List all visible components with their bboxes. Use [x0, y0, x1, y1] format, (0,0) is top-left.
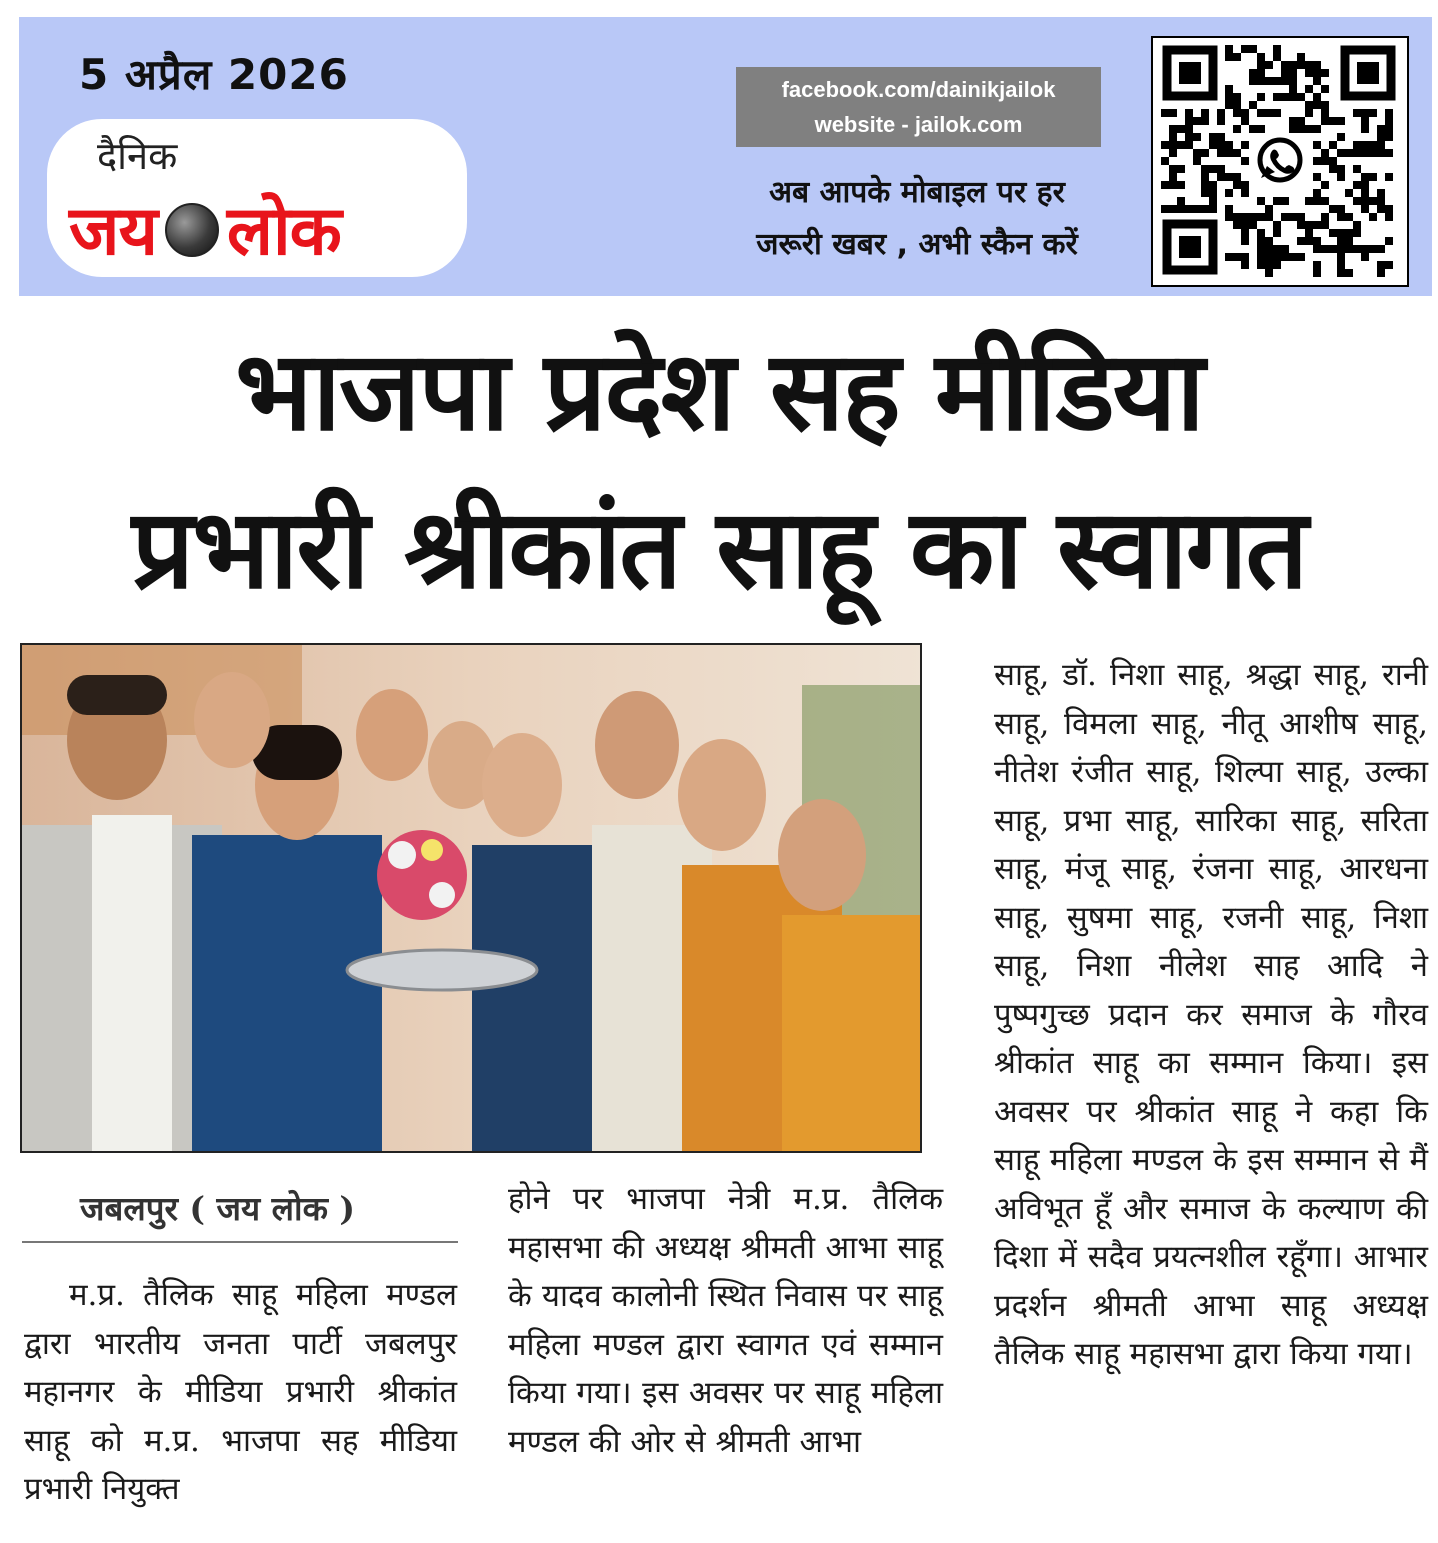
qr-module [1185, 133, 1193, 141]
qr-module [1369, 245, 1377, 253]
qr-module [1225, 85, 1233, 93]
qr-module [1233, 181, 1241, 189]
qr-module [1305, 101, 1313, 109]
qr-module [1289, 85, 1297, 93]
qr-module [1217, 173, 1225, 181]
whatsapp-icon [1253, 133, 1307, 187]
qr-module [1209, 181, 1217, 189]
qr-module [1321, 117, 1329, 125]
qr-module [1321, 101, 1329, 109]
qr-module [1273, 45, 1281, 53]
qr-module [1321, 197, 1329, 205]
qr-module [1361, 253, 1369, 261]
qr-module [1353, 149, 1361, 157]
qr-module [1313, 269, 1321, 277]
qr-module [1289, 69, 1297, 77]
qr-module [1329, 245, 1337, 253]
qr-module [1297, 61, 1305, 69]
qr-module [1369, 197, 1377, 205]
qr-module [1241, 237, 1249, 245]
headline-line2: प्रभारी श्रीकांत साहू का स्वागत [131, 485, 1307, 613]
qr-module [1385, 109, 1393, 117]
qr-module [1257, 69, 1265, 77]
qr-module [1361, 109, 1369, 117]
qr-module [1289, 213, 1297, 221]
article-column-2: होने पर भाजपा नेत्री म.प्र. तैलिक महासभा की अध्यक्ष श्रीमती आभा साहू के यादव कालोनी स्थित निवास पर साहू महिला मण्डल द्वारा स्वागत एवं सम्मान किया गया। इस अवसर पर साहू महिला मण्डल की ओर से श्रीमती आभा [508, 1181, 943, 1460]
qr-module [1209, 165, 1217, 173]
qr-module [1185, 125, 1193, 133]
qr-module [1329, 141, 1337, 149]
logo-prefix: दैनिक [97, 134, 178, 178]
qr-module [1273, 77, 1281, 85]
qr-module [1233, 109, 1241, 117]
qr-module [1377, 133, 1385, 141]
qr-module [1225, 53, 1233, 61]
qr-module [1345, 245, 1353, 253]
qr-module [1273, 221, 1281, 229]
qr-module [1217, 117, 1225, 125]
qr-module [1161, 157, 1169, 165]
qr-module [1313, 245, 1321, 253]
qr-module [1289, 125, 1297, 133]
qr-module [1337, 237, 1345, 245]
qr-module [1313, 125, 1321, 133]
qr-module [1201, 205, 1209, 213]
qr-module [1369, 109, 1377, 117]
qr-module [1361, 117, 1369, 125]
qr-module [1289, 77, 1297, 85]
qr-module [1297, 221, 1305, 229]
qr-module [1305, 125, 1313, 133]
qr-module [1337, 213, 1345, 221]
news-photo-graphic [22, 645, 922, 1153]
edition-date: 5 अप्रैल 2026 [79, 50, 349, 99]
qr-module [1305, 197, 1313, 205]
qr-module [1177, 205, 1185, 213]
qr-module [1193, 133, 1201, 141]
qr-module [1377, 197, 1385, 205]
qr-module [1257, 237, 1265, 245]
qr-module [1177, 165, 1185, 173]
qr-module [1241, 213, 1249, 221]
qr-module [1281, 69, 1289, 77]
qr-module [1169, 109, 1177, 117]
qr-module [1161, 109, 1169, 117]
headline-line1: भाजपा प्रदेश सह मीडिया [235, 327, 1203, 455]
qr-module [1225, 93, 1233, 101]
qr-module [1377, 189, 1385, 197]
qr-module [1249, 45, 1257, 53]
qr-module [1265, 253, 1273, 261]
qr-module [1345, 269, 1353, 277]
qr-module [1257, 109, 1265, 117]
qr-module [1297, 253, 1305, 261]
qr-module [1313, 189, 1321, 197]
qr-module [1369, 173, 1377, 181]
qr-module [1281, 253, 1289, 261]
qr-module [1249, 125, 1257, 133]
qr-module [1265, 109, 1273, 117]
qr-module [1353, 165, 1361, 173]
qr-module [1209, 141, 1217, 149]
qr-module [1281, 197, 1289, 205]
qr-module [1305, 85, 1313, 93]
qr-module [1241, 109, 1249, 117]
qr-module [1297, 53, 1305, 61]
qr-module [1305, 109, 1313, 117]
qr-module [1353, 181, 1361, 189]
qr-module [1249, 101, 1257, 109]
qr-module [1289, 61, 1297, 69]
dateline-divider [22, 1241, 458, 1243]
qr-module [1305, 69, 1313, 77]
qr-module [1273, 53, 1281, 61]
qr-module [1193, 205, 1201, 213]
qr-module [1377, 245, 1385, 253]
qr-module [1201, 181, 1209, 189]
qr-module [1233, 53, 1241, 61]
qr-module [1233, 173, 1241, 181]
qr-module [1337, 245, 1345, 253]
qr-module [1289, 117, 1297, 125]
qr-module [1193, 157, 1201, 165]
qr-module [1257, 125, 1265, 133]
qr-module [1177, 181, 1185, 189]
qr-module [1321, 221, 1329, 229]
article-dateline: जबलपुर ( जय लोक ) [80, 1189, 356, 1228]
qr-module [1257, 77, 1265, 85]
qr-module [1201, 173, 1209, 181]
qr-module [1313, 141, 1321, 149]
qr-module [1297, 125, 1305, 133]
qr-module [1257, 229, 1265, 237]
qr-module [1385, 261, 1393, 269]
qr-module [1225, 189, 1233, 197]
qr-module [1225, 205, 1233, 213]
qr-module [1169, 125, 1177, 133]
qr-module [1169, 149, 1177, 157]
qr-module [1361, 125, 1369, 133]
qr-module [1233, 101, 1241, 109]
qr-module [1385, 117, 1393, 125]
qr-module [1257, 261, 1265, 269]
qr-module [1313, 77, 1321, 85]
qr-module [1273, 93, 1281, 101]
qr-module [1233, 221, 1241, 229]
qr-module [1369, 141, 1377, 149]
qr-module [1265, 61, 1273, 69]
qr-module [1313, 93, 1321, 101]
qr-module [1265, 77, 1273, 85]
qr-module [1321, 213, 1329, 221]
qr-module [1337, 173, 1345, 181]
qr-module [1249, 213, 1257, 221]
qr-module [1217, 141, 1225, 149]
qr-module [1169, 165, 1177, 173]
qr-module [1329, 117, 1337, 125]
qr-module [1377, 205, 1385, 213]
qr-module [1337, 133, 1345, 141]
qr-module [1201, 165, 1209, 173]
qr-module [1313, 261, 1321, 269]
qr-module [1361, 189, 1369, 197]
qr-module [1177, 197, 1185, 205]
qr-module [1217, 149, 1225, 157]
qr-module [1385, 125, 1393, 133]
qr-module [1177, 141, 1185, 149]
qr-module [1313, 237, 1321, 245]
qr-module [1265, 269, 1273, 277]
qr-module [1353, 221, 1361, 229]
qr-module [1217, 109, 1225, 117]
qr-module [1241, 261, 1249, 269]
qr-module [1345, 189, 1353, 197]
logo-word-lok: लोक [226, 192, 341, 271]
masthead [19, 17, 1432, 296]
qr-module [1313, 69, 1321, 77]
qr-module [1257, 61, 1265, 69]
scan-prompt-line2: जरूरी खबर , अभी स्कैन करें [756, 227, 1078, 262]
qr-module [1185, 109, 1193, 117]
qr-module [1289, 253, 1297, 261]
qr-module [1241, 253, 1249, 261]
qr-module [1361, 173, 1369, 181]
newspaper-logo [47, 119, 467, 277]
qr-module [1361, 245, 1369, 253]
qr-module [1257, 245, 1265, 253]
qr-module [1385, 205, 1393, 213]
qr-module [1185, 205, 1193, 213]
qr-module [1385, 173, 1393, 181]
qr-module [1377, 149, 1385, 157]
qr-module [1241, 117, 1249, 125]
news-photo [20, 643, 922, 1153]
qr-module [1377, 261, 1385, 269]
qr-module [1265, 213, 1273, 221]
qr-module [1369, 149, 1377, 157]
qr-module [1345, 149, 1353, 157]
qr-module [1225, 173, 1233, 181]
qr-module [1297, 93, 1305, 101]
qr-module [1385, 213, 1393, 221]
facebook-link[interactable]: facebook.com/dainikjailok [781, 77, 1056, 102]
qr-module [1225, 213, 1233, 221]
qr-module [1225, 45, 1233, 53]
qr-module [1241, 189, 1249, 197]
qr-module [1273, 197, 1281, 205]
qr-module [1305, 61, 1313, 69]
qr-module [1233, 125, 1241, 133]
qr-module [1313, 157, 1321, 165]
article-column-3: साहू, डॉ. निशा साहू, श्रद्धा साहू, रानी साहू, विमला साहू, नीतू आशीष साहू, नीतेश रंजीत साहू, शिल्पा साहू, उल्का साहू, प्रभा साहू, सारिका साहू, सरिता साहू, मंजू साहू, रंजना साहू, आरधना साहू, सुषमा साहू, रजनी साहू, निशा साहू, निशा नीलेश साह आदि ने पुष्पगुच्छ प्रदान कर समाज के गौरव श्रीकांत साहू का सम्मान किया। इस अवसर पर श्रीकांत साहू ने कहा कि साहू महिला मण्डल के इस सम्मान से मैं अविभूत हूँ और समाज के कल्याण की दिशा में सदैव प्रयत्नशील रहूँगा। आभार प्रदर्शन श्रीमती आभा साहू अध्यक्ष तैलिक साहू महासभा द्वारा किया गया। [994, 657, 1428, 1372]
qr-module [1321, 245, 1329, 253]
qr-module [1305, 229, 1313, 237]
qr-module [1169, 181, 1177, 189]
qr-module [1353, 229, 1361, 237]
qr-module [1169, 205, 1177, 213]
qr-module [1233, 213, 1241, 221]
qr-module [1385, 237, 1393, 245]
qr-module [1201, 109, 1209, 117]
qr-module [1337, 261, 1345, 269]
qr-module [1209, 197, 1217, 205]
qr-module [1305, 237, 1313, 245]
qr-module [1321, 149, 1329, 157]
qr-module [1225, 141, 1233, 149]
qr-module [1241, 157, 1249, 165]
qr-module [1273, 253, 1281, 261]
qr-module [1313, 173, 1321, 181]
qr-module [1281, 213, 1289, 221]
qr-module [1225, 101, 1233, 109]
qr-module [1241, 141, 1249, 149]
qr-module [1345, 213, 1353, 221]
qr-module [1377, 141, 1385, 149]
qr-module [1265, 237, 1273, 245]
qr-module [1321, 85, 1329, 93]
qr-module [1265, 245, 1273, 253]
qr-module [1353, 109, 1361, 117]
qr-module [1353, 245, 1361, 253]
qr-module [1313, 197, 1321, 205]
qr-module [1385, 133, 1393, 141]
qr-module [1161, 181, 1169, 189]
qr-module [1169, 133, 1177, 141]
qr-module [1233, 253, 1241, 261]
qr-module [1241, 221, 1249, 229]
qr-module [1281, 93, 1289, 101]
qr-module [1249, 69, 1257, 77]
qr-module [1233, 149, 1241, 157]
qr-module [1329, 205, 1337, 213]
qr-module [1257, 53, 1265, 61]
qr-module [1345, 229, 1353, 237]
qr-module [1161, 141, 1169, 149]
qr-module [1209, 189, 1217, 197]
qr-code-graphic [1153, 38, 1407, 285]
qr-module [1249, 221, 1257, 229]
qr-module [1273, 109, 1281, 117]
globe-icon [165, 203, 219, 257]
qr-module [1353, 197, 1361, 205]
qr-module [1185, 117, 1193, 125]
qr-module [1297, 117, 1305, 125]
qr-module [1321, 157, 1329, 165]
qr-module [1273, 245, 1281, 253]
qr-module [1193, 149, 1201, 157]
qr-module [1313, 61, 1321, 69]
qr-module [1257, 213, 1265, 221]
qr-module [1241, 181, 1249, 189]
qr-module [1225, 149, 1233, 157]
qr-module [1369, 213, 1377, 221]
qr-module [1361, 149, 1369, 157]
qr-module [1281, 245, 1289, 253]
qr-module [1329, 165, 1337, 173]
qr-module [1305, 221, 1313, 229]
scan-prompt-line1: अब आपके मोबाइल पर हर [769, 175, 1065, 210]
qr-module [1209, 205, 1217, 213]
qr-module [1265, 205, 1273, 213]
qr-module [1297, 213, 1305, 221]
qr-module [1289, 93, 1297, 101]
qr-module [1249, 77, 1257, 85]
qr-module [1377, 269, 1385, 277]
article-column-1: म.प्र. तैलिक साहू महिला मण्डल द्वारा भारतीय जनता पार्टी जबलपुर महानगर के मीडिया प्रभारी श्रीकांत साहू को म.प्र. भाजपा सह मीडिया प्रभारी नियुक्त [24, 1277, 457, 1507]
qr-module [1185, 141, 1193, 149]
qr-module [1321, 109, 1329, 117]
headline [0, 312, 1438, 628]
qr-module [1225, 253, 1233, 261]
qr-module [1329, 157, 1337, 165]
qr-module [1193, 117, 1201, 125]
qr-module [1265, 261, 1273, 269]
qr-module [1217, 133, 1225, 141]
qr-module [1217, 165, 1225, 173]
qr-code[interactable] [1151, 36, 1409, 287]
qr-module [1321, 181, 1329, 189]
qr-module [1361, 181, 1369, 189]
scan-prompt [717, 167, 1117, 271]
qr-module [1337, 205, 1345, 213]
qr-module [1385, 149, 1393, 157]
qr-module [1241, 45, 1249, 53]
qr-module [1201, 117, 1209, 125]
qr-module [1313, 101, 1321, 109]
qr-module [1337, 229, 1345, 237]
qr-module [1209, 133, 1217, 141]
logo-word-jay: जय [69, 192, 157, 271]
qr-module [1201, 189, 1209, 197]
qr-module [1329, 229, 1337, 237]
qr-module [1313, 221, 1321, 229]
qr-module [1321, 69, 1329, 77]
qr-module [1361, 205, 1369, 213]
qr-module [1201, 149, 1209, 157]
qr-module [1377, 125, 1385, 133]
qr-module [1337, 253, 1345, 261]
qr-module [1337, 165, 1345, 173]
qr-module [1169, 173, 1177, 181]
qr-module [1337, 149, 1345, 157]
website-link[interactable]: website - jailok.com [814, 112, 1023, 137]
qr-module [1337, 117, 1345, 125]
qr-module [1273, 261, 1281, 269]
qr-module [1169, 141, 1177, 149]
qr-module [1233, 93, 1241, 101]
qr-module [1161, 205, 1169, 213]
logo-title [69, 181, 341, 274]
qr-module [1361, 141, 1369, 149]
qr-module [1353, 141, 1361, 149]
social-links-box [736, 67, 1101, 147]
qr-module [1257, 93, 1265, 101]
qr-module [1241, 229, 1249, 237]
qr-module [1257, 253, 1265, 261]
qr-module [1345, 237, 1353, 245]
qr-module [1273, 229, 1281, 237]
qr-module [1281, 61, 1289, 69]
qr-module [1361, 197, 1369, 205]
qr-module [1177, 125, 1185, 133]
qr-module [1257, 197, 1265, 205]
qr-module [1297, 237, 1305, 245]
qr-module [1281, 77, 1289, 85]
qr-module [1337, 269, 1345, 277]
